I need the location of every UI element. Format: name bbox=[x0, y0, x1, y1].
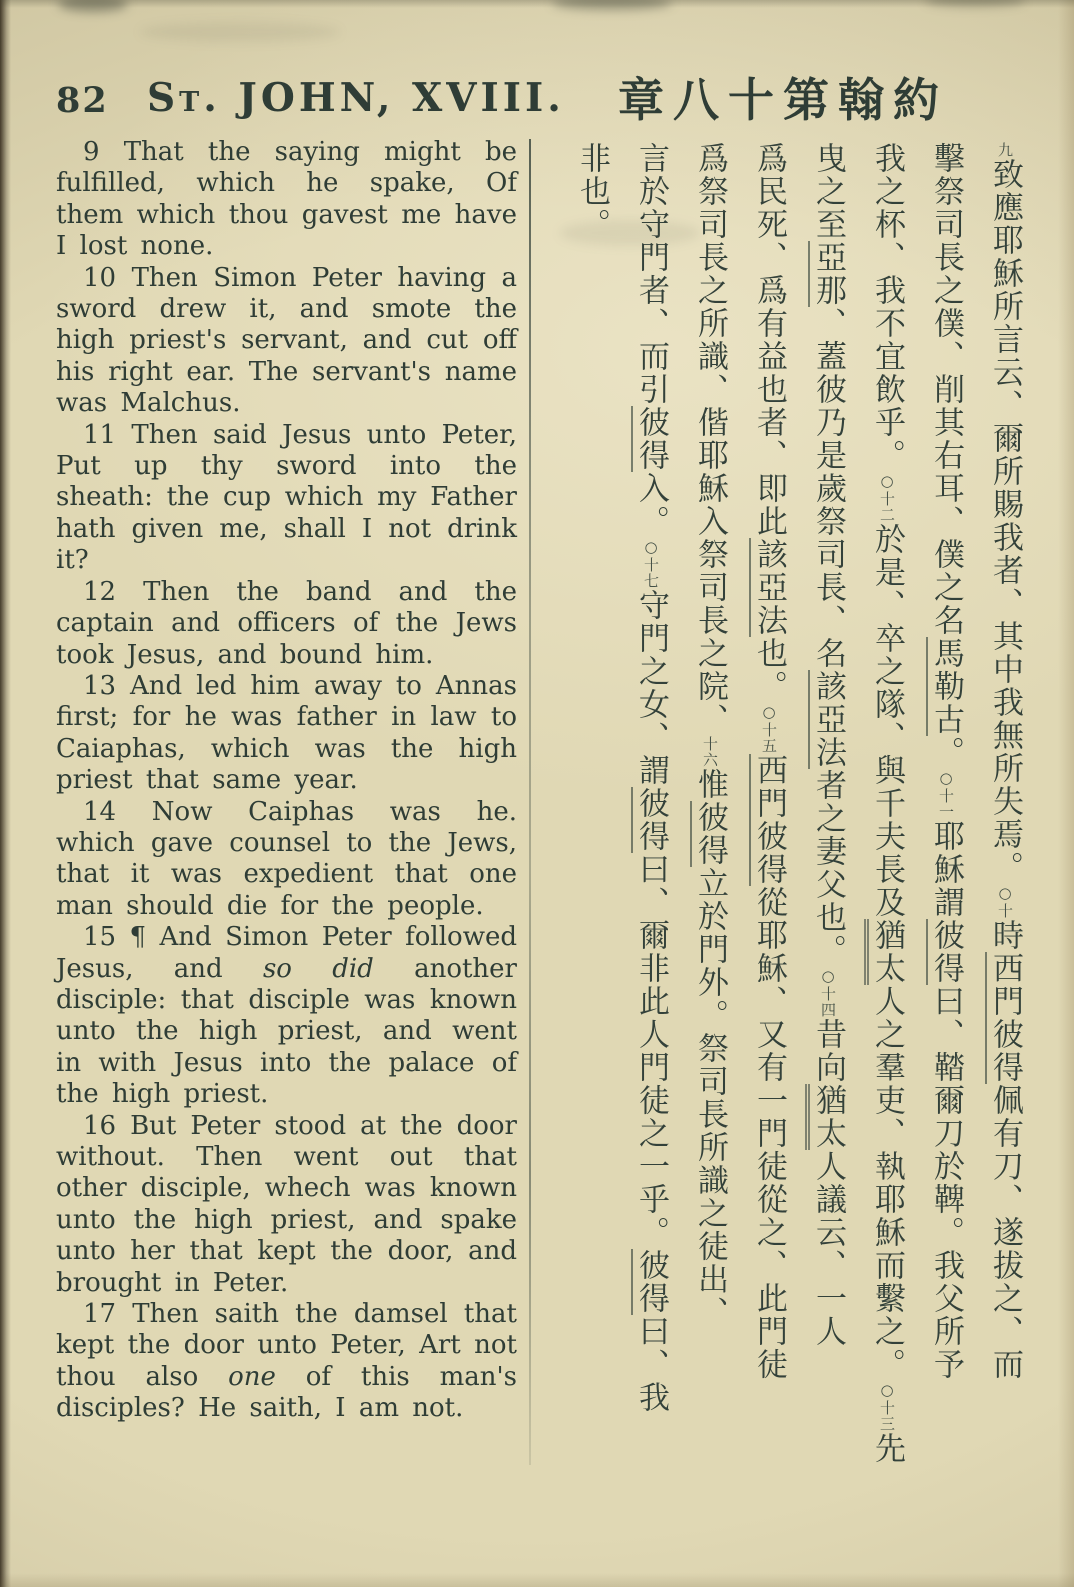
chinese-text: 曰、爾非此人門徒之一乎。 bbox=[633, 853, 669, 1249]
chinese-text: 致應耶穌所言云、爾所賜我者、其中我無所失焉。 bbox=[987, 158, 1023, 884]
proper-name-mark: 彼得 bbox=[633, 787, 669, 853]
verse-paragraph bbox=[56, 263, 517, 420]
print-smudge bbox=[58, 0, 128, 12]
verse-number-marker: ○十二 bbox=[878, 472, 896, 523]
proper-name-mark: 彼得 bbox=[692, 801, 728, 867]
verse-text: 17 Then saith the damsel that kept the door unto Peter, Art not thou also bbox=[56, 1299, 517, 1392]
chinese-text: 言於守門者、而引 bbox=[633, 142, 669, 406]
verse-italic-text: so did bbox=[262, 953, 374, 984]
verse-number-marker: ○十 bbox=[996, 884, 1014, 919]
verse-number-marker: ○十七 bbox=[642, 538, 660, 589]
chinese-text-column bbox=[558, 142, 1034, 1484]
chinese-text: 曳之至 bbox=[810, 142, 846, 241]
verse-paragraph bbox=[56, 1299, 517, 1425]
column-divider-rule bbox=[529, 139, 531, 1465]
print-smudge bbox=[552, 0, 672, 10]
verse-number-marker: ○十三 bbox=[878, 1381, 896, 1432]
place-name-mark: 猶太 bbox=[864, 919, 905, 985]
verse-text: 12 Then the band and the captain and officers of the Jews took Jesus, and bound him. bbox=[56, 576, 517, 670]
page-left-edge-shadow bbox=[0, 0, 11, 1587]
chinese-text: 立於門外。祭司長所識之徒出、 bbox=[692, 867, 728, 1329]
chinese-text: 入。 bbox=[633, 472, 669, 538]
chinese-text: 守門之女、謂 bbox=[633, 589, 669, 787]
verse-text: 10 Then Simon Peter having a sword drew it, and smote the high priest's servant, and cut off his right ear. The servant's name was Malchus. bbox=[56, 262, 517, 419]
chinese-text: 人議云、一人 bbox=[810, 1150, 846, 1348]
chinese-text: 於是、卒之隊、與千夫長及 bbox=[869, 523, 905, 919]
chinese-text: 也。 bbox=[751, 637, 787, 703]
verse-number-marker: ○十五 bbox=[760, 703, 778, 754]
chinese-column bbox=[857, 142, 916, 1484]
proper-name-mark: 亞那 bbox=[810, 241, 846, 307]
chinese-column bbox=[798, 142, 857, 1484]
verse-text: 11 Then said Jesus unto Peter, Put up thy sword into the sheath: the cup which my Father hath given me, shall I not drink it? bbox=[56, 419, 517, 576]
chinese-text: 者之妻父也。 bbox=[810, 769, 846, 967]
chinese-column bbox=[739, 142, 798, 1484]
verse-paragraph bbox=[56, 137, 517, 263]
verse-number-marker: 九 bbox=[996, 142, 1014, 158]
page-number: 82 bbox=[56, 80, 109, 121]
verse-text: of this man's disciples? He saith, I am not. bbox=[56, 1361, 518, 1424]
chinese-text: 。 bbox=[928, 736, 964, 769]
verse-paragraph bbox=[56, 420, 517, 577]
verse-number-marker: ○十四 bbox=[819, 967, 837, 1018]
proper-name-mark: 彼得 bbox=[633, 1249, 669, 1315]
chinese-text: 從耶穌、又有一門徒從之、此門徒 bbox=[751, 886, 787, 1381]
verse-number-marker: ○十一 bbox=[937, 769, 955, 820]
chinese-text: 耶穌謂 bbox=[928, 820, 964, 919]
chinese-column bbox=[680, 142, 739, 1484]
verse-italic-text: one bbox=[228, 1361, 276, 1392]
verse-text: 14 Now Caiphas was he. which gave counsel to the Jews, that it was expedient that one man should die for the people. bbox=[56, 796, 517, 921]
chinese-column bbox=[562, 142, 621, 1484]
verse-text: 15 ¶ And Simon Peter followed Jesus, and bbox=[56, 922, 517, 984]
place-name-mark: 猶太 bbox=[805, 1084, 846, 1150]
verse-paragraph bbox=[56, 922, 517, 1110]
proper-name-mark: 彼得 bbox=[633, 406, 669, 472]
verse-text: 9 That the saying might be fulfilled, which he spake, Of them which thou gavest me have I lost none. bbox=[56, 137, 517, 262]
chinese-text: 擊祭司長之僕、削其右耳、僕之名 bbox=[928, 142, 964, 637]
chinese-text: 先 bbox=[869, 1432, 905, 1465]
chinese-text: 曰、鞜爾刀於鞞。我父所予 bbox=[928, 985, 964, 1381]
english-text-column bbox=[56, 137, 517, 1425]
chinese-text: 非也。 bbox=[574, 142, 610, 241]
proper-name-mark: 西門彼得 bbox=[751, 754, 787, 886]
verse-number-marker: 十六 bbox=[701, 736, 719, 768]
page-title-english: St. JOHN, XVIII. bbox=[147, 75, 565, 121]
proper-name-mark: 馬勒古 bbox=[928, 637, 964, 736]
chinese-text: 我之杯、我不宜飲乎。 bbox=[869, 142, 905, 472]
chinese-text: 爲民死、爲有益也者、即此 bbox=[751, 142, 787, 538]
chinese-text: 、蓋彼乃是歲祭司長、名 bbox=[810, 307, 846, 670]
proper-name-mark: 西門彼得 bbox=[987, 952, 1023, 1084]
chinese-column bbox=[916, 142, 975, 1484]
chinese-text: 昔向 bbox=[810, 1018, 846, 1084]
chinese-text: 佩有刀、遂拔之、而 bbox=[987, 1084, 1023, 1381]
page-right-edge-shadow bbox=[1058, 0, 1074, 1587]
chinese-text: 曰、我 bbox=[633, 1315, 669, 1414]
proper-name-mark: 彼得 bbox=[928, 919, 964, 985]
chinese-text: 時 bbox=[987, 919, 1023, 952]
page-top-edge-shadow bbox=[0, 0, 1074, 8]
verse-paragraph bbox=[56, 671, 517, 797]
chinese-column bbox=[975, 142, 1034, 1484]
verse-paragraph bbox=[56, 1111, 517, 1299]
chinese-column bbox=[621, 142, 680, 1484]
proper-name-mark: 該亞法 bbox=[751, 538, 787, 637]
chinese-text: 人之羣吏、執耶穌而繫之。 bbox=[869, 985, 905, 1381]
ink-bleed-ghost bbox=[140, 22, 340, 42]
verse-text: 13 And led him away to Annas first; for he was father in law to Caiaphas, which was the high priest that same year. bbox=[56, 670, 517, 796]
page-title-chinese: 章八十第翰約 bbox=[618, 73, 948, 127]
verse-paragraph bbox=[56, 797, 517, 923]
page-bottom-edge-shadow bbox=[0, 1573, 1074, 1587]
verse-text: another disciple: that disciple was known unto the high priest, and went in with Jesus into the palace of the high priest. bbox=[56, 953, 517, 1110]
proper-name-mark: 該亞法 bbox=[810, 670, 846, 769]
chinese-text: 惟 bbox=[692, 768, 728, 801]
verse-text: 16 But Peter stood at the door without. Then went out that other disciple, whech was known unto the high priest, and spake unto her that kept the door, and brought in Peter. bbox=[56, 1110, 517, 1298]
verse-paragraph bbox=[56, 577, 517, 671]
chinese-text: 爲祭司長之所識、偕耶穌入祭司長之院、 bbox=[692, 142, 728, 736]
